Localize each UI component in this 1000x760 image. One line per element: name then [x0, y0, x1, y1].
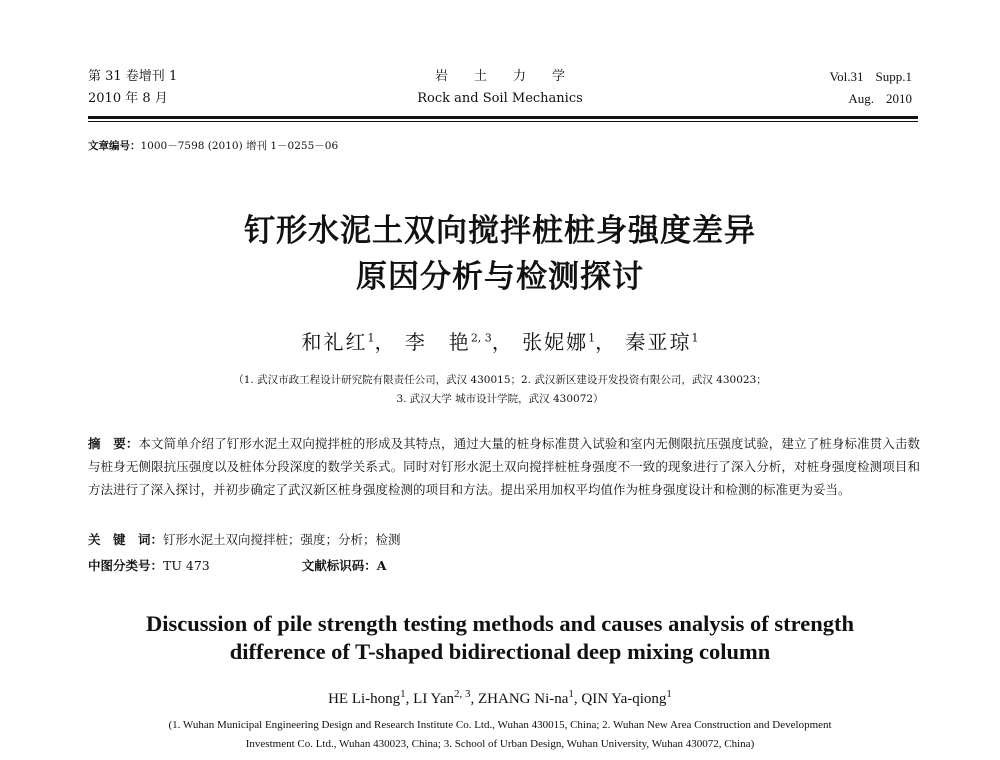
- volume-en: Vol.31: [829, 69, 864, 84]
- author-en-affil-mark: 2, 3: [454, 688, 471, 700]
- author-en-name: HE Li-hong: [328, 691, 401, 707]
- clc-label: 中图分类号：: [88, 558, 164, 573]
- classification: [88, 556, 386, 574]
- issue-cn: 第 31 卷增刊 1: [88, 69, 178, 84]
- affiliation-en-line2: Investment Co. Ltd., Wuhan 430023, China; 3. School of Urban Design, Wuhan University, Wuhan 430072, China): [245, 738, 755, 750]
- title-en-line2: difference of T-shaped bidirectional deep mixing column: [229, 639, 771, 664]
- supplement-en: Supp.1: [875, 69, 912, 84]
- author-cn-name: 和礼红: [301, 330, 368, 354]
- author-en-affil-mark: 1: [568, 688, 574, 700]
- author-en-name: LI Yan: [413, 691, 454, 707]
- keywords: [88, 530, 401, 548]
- author-en-affil-mark: 1: [666, 688, 672, 700]
- month-en: Aug.: [848, 91, 874, 106]
- journal-name-cn: 岩土力学: [434, 69, 591, 84]
- title-cn: [0, 208, 1000, 300]
- keywords-label: 关 键 词：: [88, 532, 164, 547]
- author-cn-name: 秦亚琼: [625, 330, 692, 354]
- clc-value: TU 473: [163, 558, 210, 573]
- author-en-affil-mark: 1: [400, 688, 406, 700]
- author-cn-affil-mark: 1: [367, 331, 375, 345]
- title-en: [0, 610, 1000, 666]
- header-rule-thick: [88, 116, 918, 119]
- author-cn-affil-mark: 1: [691, 331, 699, 345]
- doc-code-label: 文献标识码：: [301, 558, 377, 573]
- title-en-line1: Discussion of pile strength testing methods and causes analysis of strength: [146, 611, 854, 636]
- affiliation-en-line1: (1. Wuhan Municipal Engineering Design and Research Institute Co. Ltd., Wuhan 430015, China; 2. Wuhan New Area Construction and Development: [168, 719, 832, 731]
- header-volume: [829, 66, 912, 110]
- journal-name-en: Rock and Soil Mechanics: [417, 91, 583, 106]
- author-en-name: QIN Ya-qiong: [581, 691, 667, 707]
- abstract-label: 摘 要：: [88, 436, 139, 451]
- article-number-label: 文章编号：: [88, 140, 141, 152]
- author-cn-name: 张妮娜: [522, 330, 589, 354]
- author-en-name: ZHANG Ni-na: [478, 691, 569, 707]
- affiliation-cn-line2: 3. 武汉大学 城市设计学院，武汉 430072）: [396, 393, 604, 405]
- abstract-text: 本文简单介绍了钉形水泥土双向搅拌桩的形成及其特点，通过大量的桩身标准贯入试验和室内无侧限抗压强度试验，建立了桩身标准贯入击数与桩身无侧限抗压强度以及桩体分段深度的数学关系式。同时对钉形水泥土双向搅拌桩桩身强度不一致的现象进行了深入分析，对桩身强度检测项目和方法进行了深入探讨，并初步确定了武汉新区桩身强度检测的项目和方法。提出采用加权平均值作为桩身强度设计和检测的标准更为妥当。: [88, 436, 920, 497]
- article-number-value: 1000－7598 (2010) 增刊 1－0255－06: [140, 140, 339, 152]
- header-rule-thin: [88, 121, 918, 122]
- author-cn-affil-mark: 1: [588, 331, 596, 345]
- author-cn-name: 李 艳: [404, 330, 471, 354]
- year-en: 2010: [886, 91, 912, 106]
- keywords-text: 钉形水泥土双向搅拌桩；强度；分析；检测: [163, 532, 401, 547]
- author-cn-affil-mark: 2, 3: [470, 331, 492, 345]
- affiliations-en: [0, 716, 1000, 754]
- affiliations-cn: [0, 371, 1000, 409]
- article-number: [88, 138, 338, 153]
- title-cn-line1: 钉形水泥土双向搅拌桩桩身强度差异: [244, 213, 756, 249]
- doc-code-value: A: [376, 558, 387, 573]
- authors-cn: 和礼红$^1$， 李 艳$^{2, 3}$， 张妮娜$^1$， 秦亚琼$^1$: [301, 330, 699, 354]
- date-cn: 2010 年 8 月: [88, 91, 168, 106]
- authors-en: HE Li-hong$^1$, LI Yan$^{2, 3}$, ZHANG $Ni-na^1$, QIN Ya-qiong$^1$: [328, 688, 672, 707]
- title-cn-line2: 原因分析与检测探讨: [356, 259, 644, 295]
- affiliation-cn-line1: （1. 武汉市政工程设计研究院有限责任公司，武汉 430015；2. 武汉新区建设开发投资有限公司，武汉 430023；: [233, 374, 767, 386]
- abstract: [88, 432, 920, 501]
